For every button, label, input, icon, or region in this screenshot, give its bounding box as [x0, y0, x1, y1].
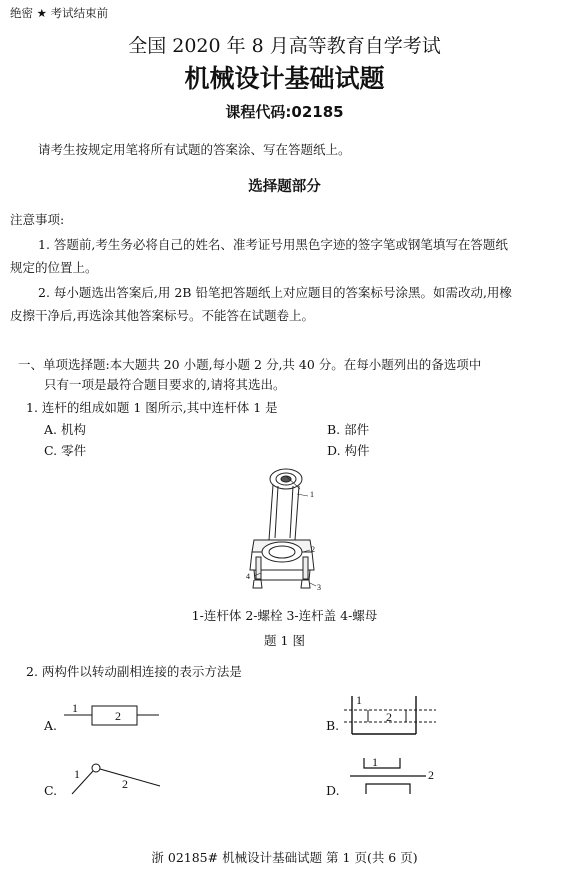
q2-option-b-diagram — [344, 690, 436, 740]
q2d-label-2: 2 — [428, 768, 434, 782]
q2-option-a-letter: A. — [44, 718, 58, 733]
fig1-label-4: 4 — [246, 572, 250, 581]
q1-option-c: C. 零件 — [44, 443, 87, 458]
q2-option-d-letter: D. — [326, 783, 340, 798]
connecting-rod-figure — [240, 466, 330, 596]
fig1-label-1: 1 — [310, 490, 314, 499]
note-2-line-2: 皮擦干净后,再选涂其他答案标号。不能答在试题卷上。 — [10, 308, 314, 323]
q2c-label-2: 2 — [122, 777, 128, 791]
q2b-label-2: 2 — [386, 710, 392, 724]
q2-stem: 2. 两构件以转动副相连接的表示方法是 — [26, 664, 242, 679]
intro-text: 请考生按规定用笔将所有试题的答案涂、写在答题纸上。 — [38, 142, 351, 157]
fig1-label-2: 2 — [311, 545, 315, 554]
secret-mark: 绝密 ★ 考试结束前 — [10, 6, 109, 20]
notes-heading: 注意事项: — [10, 212, 65, 227]
page-title: 机械设计基础试题 — [184, 64, 385, 93]
part1-heading-line-1: 一、单项选择题:本大题共 20 小题,每小题 2 分,共 40 分。在每小题列出的备选项中 — [18, 357, 482, 372]
note-1-line-1: 1. 答题前,考生务必将自己的姓名、准考证号用黑色字迹的签字笔或钢笔填写在答题纸 — [38, 237, 508, 252]
q2-option-c-letter: C. — [44, 783, 58, 798]
fig1-label-3: 3 — [317, 583, 321, 592]
q2-option-c-diagram — [64, 758, 164, 798]
note-1-line-2: 规定的位置上。 — [10, 260, 98, 275]
q1-option-d: D. 构件 — [327, 443, 370, 458]
q1-option-a: A. 机构 — [44, 422, 86, 437]
exam-line: 全国 2020 年 8 月高等教育自学考试 — [128, 35, 441, 57]
q1-stem: 1. 连杆的组成如题 1 图所示,其中连杆体 1 是 — [26, 400, 278, 415]
section-title: 选择题部分 — [248, 179, 321, 195]
q1-option-b: B. 部件 — [327, 422, 370, 437]
course-code: 课程代码:02185 — [225, 103, 344, 121]
q2-option-b-letter: B. — [326, 718, 340, 733]
q2b-label-1: 1 — [356, 693, 362, 707]
page-footer: 浙 02185# 机械设计基础试题 第 1 页(共 6 页) — [151, 850, 418, 865]
q2a-label-1: 1 — [72, 701, 78, 715]
figure1-caption: 题 1 图 — [264, 633, 305, 648]
part1-heading-line-2: 只有一项是最符合题目要求的,请将其选出。 — [44, 377, 286, 392]
q2a-label-2: 2 — [115, 709, 121, 723]
figure1-legend: 1-连杆体 2-螺栓 3-连杆盖 4-螺母 — [191, 608, 378, 623]
q2-option-d-diagram — [344, 754, 440, 798]
q2c-label-1: 1 — [74, 767, 80, 781]
note-2-line-1: 2. 每小题选出答案后,用 2B 铅笔把答题纸上对应题目的答案标号涂黑。如需改动,用橡 — [38, 285, 512, 300]
q2d-label-1: 1 — [372, 755, 378, 769]
q2-option-a-diagram — [64, 698, 160, 732]
